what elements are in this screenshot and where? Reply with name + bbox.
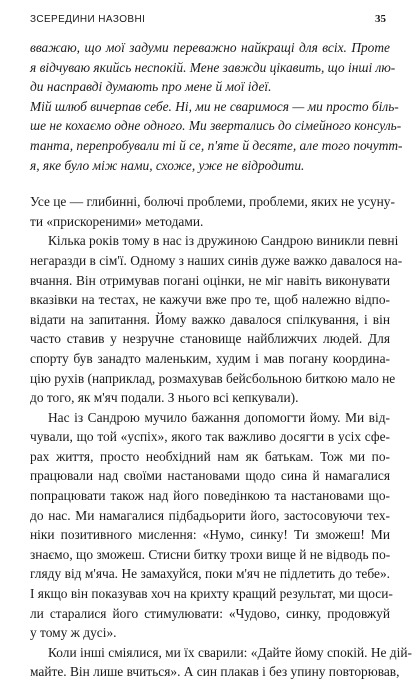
text-line: Коли інші сміялися, ми їх сварили: «Дайте йому спокій. Не дій- — [48, 644, 412, 660]
text-line: працювали над своїми настановами щодо сина й намагалися — [30, 468, 390, 484]
text-line: вважаю, що мої задуми переважно найкращі для всіх. Проте — [30, 40, 390, 55]
text-line: ди насправді думають про мене й мої ідеї. — [30, 79, 272, 95]
page-number: 35 — [375, 13, 386, 25]
text-line: я, яке було між нами, схоже, уже не відродити. — [30, 157, 305, 173]
text-line: рах життя, просто необхідний нам як батькам. Тож ми по- — [30, 448, 390, 464]
text-line: я відчуваю якийсь неспокій. Мене завжди цікавить, що інші лю- — [30, 59, 396, 75]
text-line: ли старалися його стимулювати: «Чудово, синку, продовжуй — [30, 605, 390, 621]
text-line: танта, перепробували ті й се, п'яте й десяте, але того почутт- — [30, 137, 403, 153]
text-line: Мій шлюб вичерпав себе. Ні, ми не сваримося — ми просто біль- — [30, 98, 399, 114]
paragraph — [30, 192, 395, 231]
text-line: І якщо він показував хоч на крихту кращий результат, ми щоси- — [30, 586, 393, 602]
italic-quote-paragraph — [30, 38, 396, 97]
text-line: Усе це — глибинні, болючі проблеми, проблеми, яких не усуну- — [30, 194, 395, 210]
text-line: майте. Він лише вчиться». А син плакав і без упину повторював, — [30, 664, 400, 680]
text-line: часто ставив у незручне становище найближчих людей. Для — [30, 331, 390, 347]
text-line: ніки позитивного мислення: «Нумо, синку! Ти зможеш! Ми — [30, 527, 390, 543]
text-line: вчання. Він отримував погані оцінки, не міг навіть виконувати — [30, 272, 390, 288]
text-line: у тому ж дусі». — [30, 625, 117, 641]
page-header — [30, 13, 386, 25]
text-line: до нас. Ми намагалися підбадьорити його, застосовуючи тех- — [30, 507, 390, 523]
running-title: ЗСЕРЕДИНИ НАЗОВНІ — [30, 14, 146, 25]
italic-quote-paragraph — [30, 97, 403, 175]
text-line: негаразди в сім'ї. Одному з наших синів дуже важко давалося на- — [30, 252, 403, 268]
text-line: знаємо, що зможеш. Стисни битку трохи вище й не відводь по- — [30, 546, 391, 562]
text-line: попрацювати також над його поведінкою та настановами що- — [30, 488, 390, 504]
body-text — [30, 38, 412, 682]
paragraph — [30, 231, 403, 407]
text-line: цію рухів (наприклад, розмахував бейсбольною биткою мало не — [30, 370, 396, 386]
section-gap — [30, 175, 390, 192]
text-line: спорту був занадто маленьким, худим і мав погану координа- — [30, 350, 390, 366]
paragraph — [30, 408, 393, 643]
text-line: Кілька років тому в нас із дружиною Сандрою виникли певні — [48, 233, 399, 249]
text-line: ше не кохаємо одне одного. Ми звертались до сімейного консуль- — [30, 118, 402, 134]
text-line: чували, що той «успіх», якого так важливо досягти в усіх сфе- — [30, 429, 390, 445]
text-line: вказівки на тестах, не кажучи вже про те, щоб належно відпо- — [30, 292, 390, 308]
paragraph — [30, 643, 412, 682]
text-line: відати на запитання. Йому важко давалося спілкування, і він — [30, 311, 390, 327]
text-line: гляду від м'яча. Не замахуйся, поки м'яч не підлетить до тебе». — [30, 566, 390, 582]
text-line: ти «прискореними» методами. — [30, 213, 204, 229]
text-line: Нас із Сандрою мучило бажання допомогти йому. Ми від- — [48, 409, 390, 425]
text-line: до того, як м'яч подали. З нього всі кепкували). — [30, 390, 299, 406]
